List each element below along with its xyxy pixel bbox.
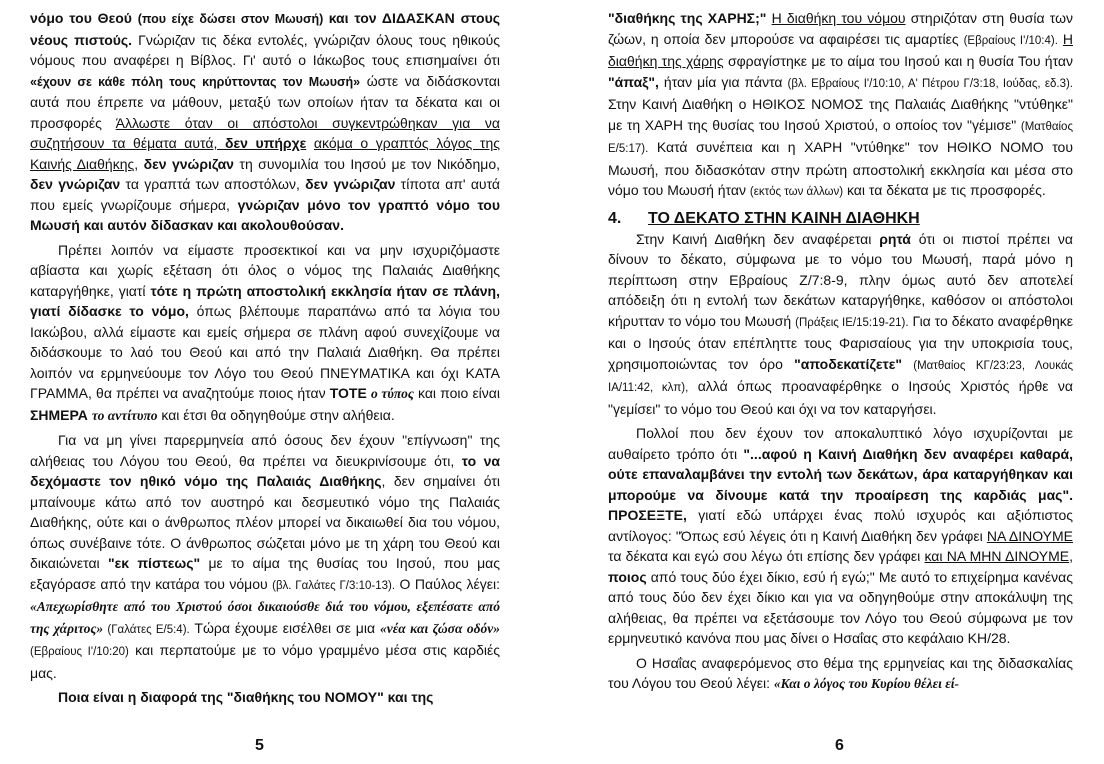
text-run: Ο Ησαΐας αναφερόμενος στο θέμα της ερμηνείας και της διδασκαλίας του Λόγου του Θεού λέγει:	[608, 654, 1073, 691]
text-run: Πρέπει λοιπόν να είμαστε προσεκτικοί και να μην ισχυριζόμαστε αβίαστα και χωρίς εξέταση ότι όλος ο νόμος της Παλαιάς Διαθήκης καταργήθηκε, γιατί	[30, 241, 500, 299]
text-run: ακόμα ο γραπτός λόγος της Καινής Διαθήκης	[30, 135, 500, 172]
text-run: και έτσι θα οδηγηθούμε στην αλήθεια.	[157, 406, 395, 423]
text-run: Για να μη γίνει παρερμηνεία από όσους δεν έχουν "επίγνωση" της αλήθειας του Λόγου του Θεού, θα πρέπει να διευκρινίσουμε ότι,	[30, 432, 500, 469]
text-run: δεν γνώριζαν	[30, 176, 121, 192]
text-run: τη συνομιλία του Ιησού με τον Νικόδημο,	[233, 155, 501, 172]
text-run: τα γραπτά των αποστόλων,	[120, 176, 306, 192]
section-number: 4.	[608, 209, 622, 227]
text-run: "άπαξ",	[608, 73, 659, 90]
text-run: γνώριζαν μόνο τον γραπτό νόμο του Μωυσή και αυτόν δίδασκαν και ακολουθούσαν.	[30, 196, 501, 233]
right-paragraph-2	[608, 229, 1073, 420]
text-run: ο τύπος	[370, 386, 414, 401]
text-run: το να δεχόμαστε τον ηθικό νόμο της Παλαιάς Διαθήκης	[30, 452, 500, 489]
text-run: τότε η πρώτη αποστολική εκκλησία ήταν σε πλάνη, γιατί δίδασκε το νόμο,	[30, 282, 500, 319]
text-run: ,	[1069, 548, 1073, 564]
text-run: ποιος	[608, 568, 647, 585]
text-run: δεν γνώριζαν	[305, 176, 396, 192]
right-paragraph-1	[608, 8, 1073, 203]
text-run: όπως βλέπουμε παραπάνω από τα λόγια του Ιακώβου, αλλά είμαστε και εμείς σήμερα σε πλάνη αφού συνεχίζουμε να διδάσκουμε το λαό του Θεού και από την Παλαιά Διαθήκη. Θα πρέπει λοιπόν να ερμηνεύουμε τον Λόγο του Θεού ΠΝΕΥΜΑΤΙΚΑ και όχι ΚΑΤΑ ΓΡΑΜΜΑ, θα πρέπει να αναζητούμε ποιος ήταν	[30, 303, 500, 401]
text-run: Η διαθήκη της χάρης	[608, 30, 1073, 69]
text-run: ρητά	[879, 230, 911, 247]
text-run: "εκ πίστεως"	[107, 555, 201, 571]
text-run: τίποτα απ' αυτά που εμείς γνωρίζουμε σήμερα,	[30, 176, 500, 213]
text-run	[306, 135, 314, 151]
text-run: και ποιο είναι	[413, 385, 500, 401]
section-heading	[608, 209, 1073, 229]
text-run: με το αίμα της θυσίας του Ιησού, που μας εξαγόρασε από την κατάρα του νόμου	[30, 555, 500, 592]
text-run: Άλλωστε όταν οι απόστολοι συγκεντρώθηκαν για να συζητήσουν τα θέματα αυτά,	[30, 114, 500, 151]
text-run: Ο Παύλος λέγει:	[395, 575, 500, 592]
text-run: Ποια είναι η διαφορά της "διαθήκης του ΝΟΜΟΥ" και της	[58, 689, 434, 705]
text-run: (Ματθαίος ΚΓ/23:23, Λουκάς ΙΑ/11:42, κλπ),	[608, 359, 1074, 394]
text-run: (Ματθαίος Ε/5:17).	[608, 120, 1073, 155]
text-run: (που είχε δώσει στον Μωυσή)	[137, 12, 329, 26]
text-run: σφραγίστηκε με το αίμα του Ιησού και η θυσία Του ήταν	[723, 53, 1074, 69]
text-run: Στην Καινή Διαθήκη δεν αναφέρεται	[636, 230, 880, 247]
text-run: «έχουν σε κάθε πόλη τους κηρύττοντας τον Μωυσή»	[30, 74, 361, 89]
text-run: και τον ΔΙΔΑΣΚΑΝ στους νέους πιστούς.	[30, 10, 500, 48]
text-run: Η διαθήκη του νόμου	[771, 10, 906, 26]
text-run: (εκτός των άλλων)	[749, 186, 844, 198]
text-run: δεν υπήρχε	[224, 135, 307, 151]
text-run: ,	[134, 155, 144, 172]
text-run: "...αφού η Καινή Διαθήκη δεν αναφέρει καθαρά, ούτε επαναλαμβάνει την εντολή των δεκάτων, άρα καταργήθηκαν και μπορούμε να δίνουμε κατά την προαίρεση της καρδιάς μας". ΠΡΟΣΕΞΤΕ,	[608, 445, 1073, 523]
right-paragraph-3	[608, 423, 1073, 649]
text-run: αλλά όπως προαναφέρθηκε ο Ιησούς Χριστός ήρθε να "γεμίσει" το νόμο του Θεού και όχι να τον καταργήσει.	[608, 378, 1073, 417]
text-run: (Εβραίους Ι'/10:4).	[963, 34, 1058, 47]
text-run: «Απεχωρίσθητε από του Χριστού όσοι δικαιούσθε διά του νόμου, εξεπέσατε από της χάριτος»	[30, 599, 500, 636]
left-paragraph-3	[30, 430, 500, 683]
text-run: ότι οι πιστοί πρέπει να δίνουν το δέκατο, σύμφωνα με το νόμο του Μωυσή, παρά μόνο η περίπτωση στην Εβραίους Ζ/7:8-9, πλην όμως αυτό δεν αποτελεί απόδειξη ότι η εντολή των δεκάτων καταργήθηκε, καθόσον οι απόστολοι κήρυτταν το νόμο του Μωυσή	[608, 230, 1073, 329]
text-run: (βλ. Γαλάτες Γ/3:10-13).	[272, 579, 396, 592]
left-paragraph-1	[30, 8, 500, 236]
left-paragraph-2	[30, 240, 500, 427]
text-run: νόμο του Θεού	[30, 10, 138, 26]
text-run: «νέα και ζώσα οδόν»	[379, 620, 500, 636]
text-run: , δεν σημαίνει ότι μπαίνουμε κάτω από τον αυστηρό και δεσμευτικό νόμο της Παλαιάς Διαθήκης, ούτε και ο άνθρωπος πλέον μπορεί να δικαιωθεί δια του νόμου, όπως συνέβαινε τότε. Ο άνθρωπος σώζεται μόνο με τη χάρη του Θεού και δικαιώνεται	[30, 473, 501, 571]
text-run: ΝΑ ΔΙΝΟΥΜΕ	[986, 527, 1074, 544]
text-run: και τα δέκατα με τις προσφορές.	[843, 182, 1046, 198]
section-title: ΤΟ ΔΕΚΑΤΟ ΣΤΗΝ ΚΑΙΝΗ ΔΙΑΘΗΚΗ	[648, 209, 920, 227]
text-run: δεν γνώριζαν	[143, 155, 234, 172]
text-run: και ΝΑ ΜΗΝ ΔΙΝΟΥΜΕ	[924, 548, 1070, 564]
text-run: γιατί εδώ υπάρχει ένας πολύ ισχυρός και αξιόπιστος αντίλογος: "Όπως εσύ λέγεις ότι η Καινή Διαθήκη δεν γράφει	[608, 507, 1073, 544]
text-run: Τώρα έχουμε εισέλθει σε μια	[189, 619, 380, 636]
text-run: Κατά συνέπεια και η ΧΑΡΗ "ντύθηκε" τον ΗΘΙΚΟ ΝΟΜΟ του Μωυσή, που διδασκόταν στην πρώτη αποστολική εκκλησία και μέσα στο νόμο του Μωυσή ήταν	[608, 139, 1073, 198]
text-run: Πολλοί που δεν έχουν τον αποκαλυπτικό λόγο ισχυρίζονται με αυθαίρετο τρόπο ότι	[608, 425, 1073, 462]
text-run: Γνώριζαν τις δέκα εντολές, γνώριζαν όλους τους ηθικούς νόμους που αναφέρει η Βίβλος. Γι' αυτό ο Ιάκωβος τους επισημαίνει ότι	[30, 31, 500, 68]
right-page	[608, 8, 1073, 695]
text-run: "διαθήκης της ΧΑΡΗΣ;"	[608, 10, 767, 26]
page-number-left: 5	[255, 737, 264, 754]
text-run: και περπατούμε με το νόμο γραμμένο μέσα στις καρδιές μας.	[30, 642, 500, 681]
left-paragraph-4	[30, 687, 500, 708]
text-run: Για το δέκατο αναφέρθηκε και ο Ιησούς όταν επέπληττε τους Φαρισαίους για την υποκρισία τους, χρησιμοποιώντας τον όρο	[608, 312, 1073, 372]
text-run: στηριζόταν στη θυσία των ζώων, η οποία δεν μπορούσε να αφαιρέσει τις αμαρτίες	[608, 10, 1073, 47]
text-run: (Γαλάτες Ε/5:4).	[103, 623, 190, 636]
left-page	[30, 8, 500, 708]
text-run: ήταν μία για πάντα	[658, 73, 788, 90]
text-run: ΣΗΜΕΡΑ	[30, 406, 88, 423]
text-run: τα δέκατα και εγώ σου λέγω ότι επίσης δεν γράφει	[608, 548, 925, 564]
text-run: (Εβραίους Ι'/10:20)	[30, 646, 129, 658]
text-run: (βλ. Εβραίους Ι'/10:10, Α' Πέτρου Γ/3:18, Ιούδας, εδ.3).	[787, 77, 1074, 90]
text-run: από τους δύο έχει δίκιο, εσύ ή εγώ;" Με αυτό το επιχείρημα κανένας από τους δύο δεν έχει δίκιο και για να οδηγηθούμε στην αποκάλυψη της αλήθειας, θα πρέπει να εξετάσουμε τον Λόγο του Θεού σύμφωνα με τον ερμηνευτικό κανόνα που μας δίνει ο Ησαΐας στο κεφάλαιο ΚΗ/28.	[608, 568, 1073, 646]
page-number-right: 6	[835, 737, 844, 754]
text-run: "αποδεκατίζετε"	[794, 355, 903, 372]
text-run: το αντίτυπο	[91, 407, 158, 423]
text-run: ώστε να διδάσκονται αυτά που έπρεπε να μάθουν, μεταξύ των οποίων ήταν τα δέκατα και οι προσφορές	[30, 72, 500, 131]
text-run: (Πράξεις ΙΕ/15:19-21).	[795, 316, 909, 329]
text-run: «Και ο λόγος του Κυρίου θέλει εί-	[773, 676, 960, 691]
text-run: Στην Καινή Διαθήκη ο ΗΘΙΚΟΣ ΝΟΜΟΣ της Παλαιάς Διαθήκης "ντύθηκε" με τη ΧΑΡΗ της θυσίας του Ιησού Χριστού, ο οποίος τον "γέμισε"	[608, 96, 1073, 133]
text-run: ΤΟΤΕ	[329, 385, 367, 401]
right-paragraph-4	[608, 653, 1073, 695]
text-run	[902, 356, 913, 372]
